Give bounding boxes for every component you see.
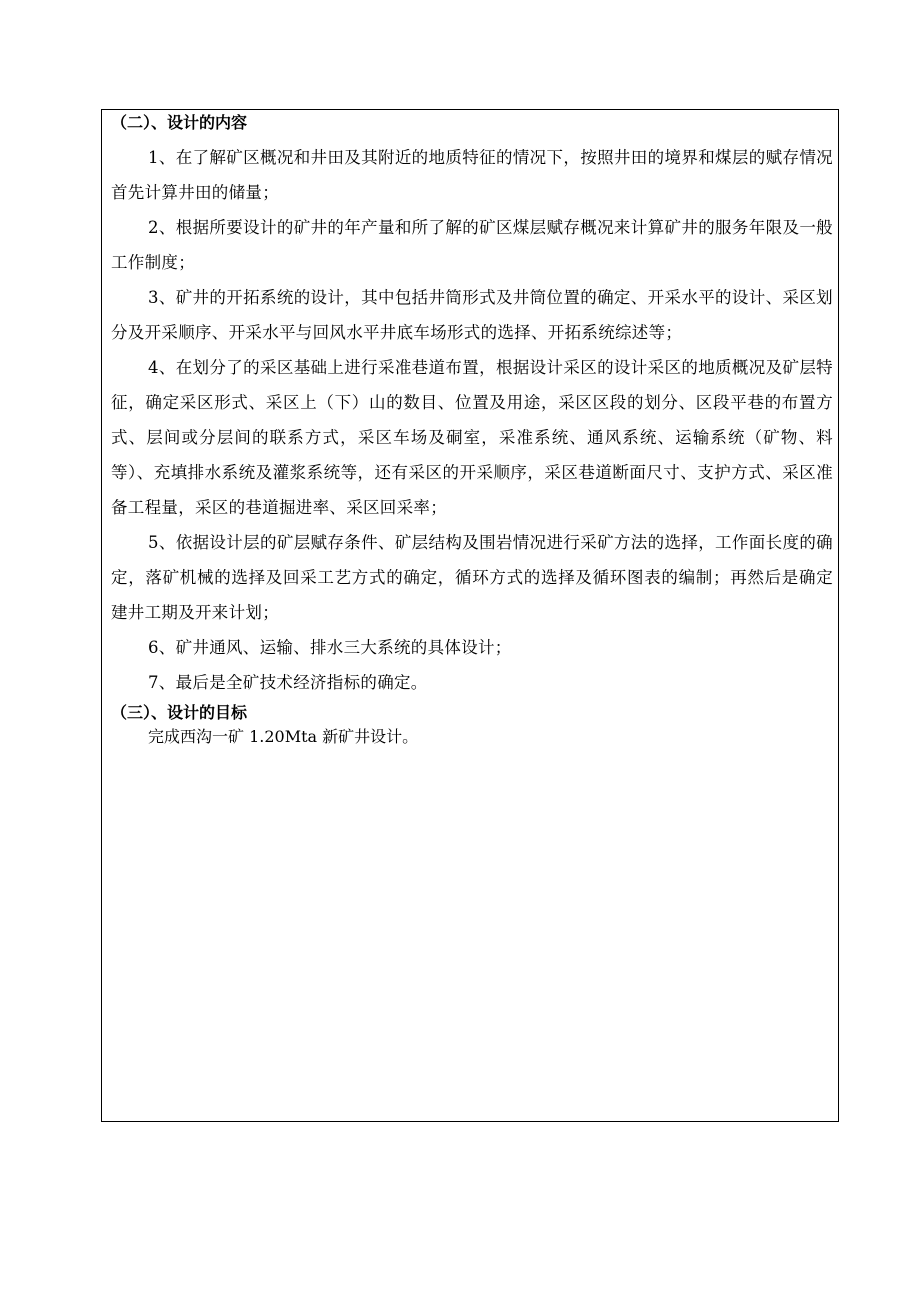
content-item-4: 4、在划分了的采区基础上进行采准巷道布置，根据设计采区的设计采区的地质概况及矿层特征，确定采区形式、采区上（下）山的数目、位置及用途，采区区段的划分、区段平巷的布置方式、层间或分层间的联系方式，采区车场及硐室，采准系统、通风系统、运输系统（矿物、料等）、充填排水系统及灌浆系统等，还有采区的开采顺序，采区巷道断面尺寸、支护方式、采区准备工程量，采区的巷道掘进率、采区回采率； xyxy=(111,358,833,517)
section-heading-design-goal: （三）、设计的目标 xyxy=(111,703,248,722)
content-item-7: 7、最后是全矿技术经济指标的确定。 xyxy=(148,673,428,692)
content-item-1: 1、在了解矿区概况和井田及其附近的地质特征的情况下，按照井田的境界和煤层的赋存情况首先计算井田的储量； xyxy=(111,148,833,202)
design-goal-text: 完成西沟一矿 1.20Mta 新矿井设计。 xyxy=(148,727,419,746)
content-item-3: 3、矿井的开拓系统的设计，其中包括井筒形式及井筒位置的确定、开采水平的设计、采区划分及开采顺序、开采水平与回风水平井底车场形式的选择、开拓系统综述等； xyxy=(111,288,833,342)
section-heading-design-content: （二）、设计的内容 xyxy=(111,113,248,132)
document-content xyxy=(111,110,833,750)
content-item-5: 5、依据设计层的矿层赋存条件、矿层结构及围岩情况进行采矿方法的选择，工作面长度的确定，落矿机械的选择及回采工艺方式的确定，循环方式的选择及循环图表的编制；再然后是确定建井工期及开来计划； xyxy=(111,533,833,622)
content-item-2: 2、根据所要设计的矿井的年产量和所了解的矿区煤层赋存概况来计算矿井的服务年限及一般工作制度； xyxy=(111,218,833,272)
content-table-frame xyxy=(101,109,839,1122)
content-item-6: 6、矿井通风、运输、排水三大系统的具体设计； xyxy=(148,638,512,657)
